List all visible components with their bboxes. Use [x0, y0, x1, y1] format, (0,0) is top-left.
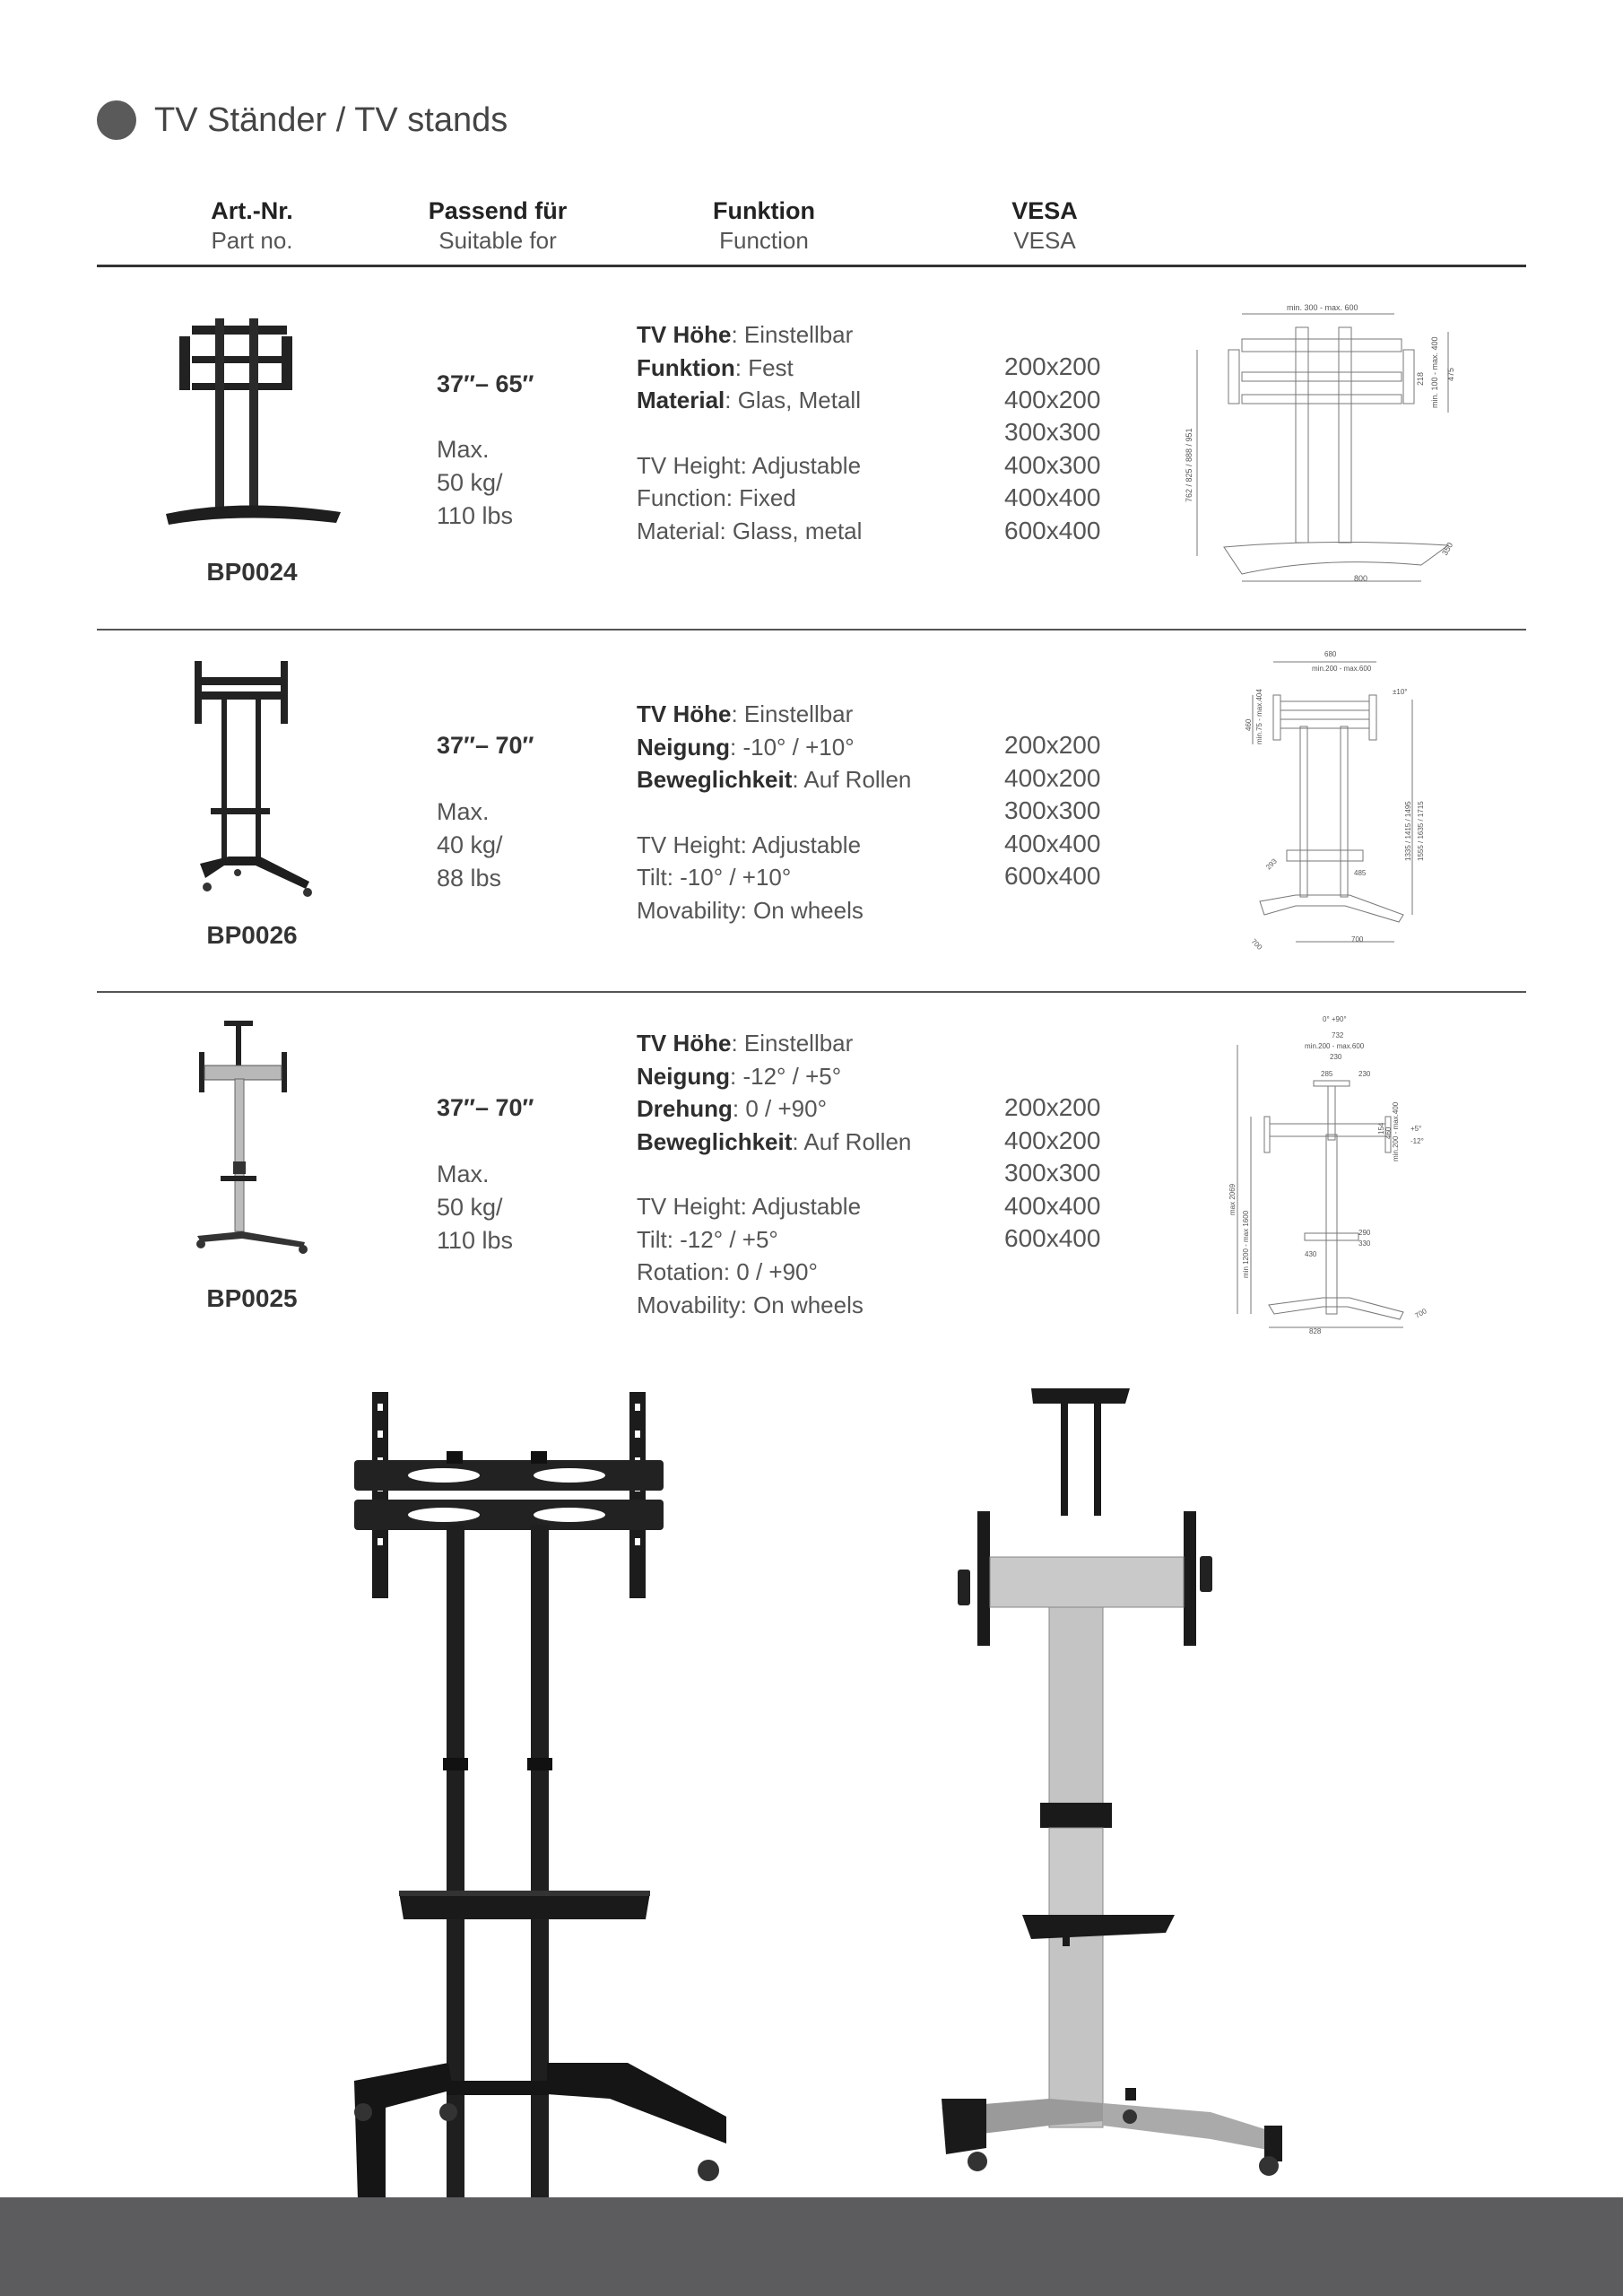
- function-line: TV Höhe: Einstellbar: [637, 321, 854, 348]
- svg-text:min.200 - max.400: min.200 - max.400: [1392, 1101, 1400, 1161]
- svg-text:460: 460: [1245, 718, 1253, 731]
- product-thumbnail-bp0024: [161, 300, 350, 534]
- function-line-en: TV Height: Adjustable: [637, 831, 862, 858]
- function-line: TV Höhe: Einstellbar: [637, 1030, 854, 1057]
- svg-text:230: 230: [1358, 1070, 1371, 1078]
- svg-text:min.75 - max.404: min.75 - max.404: [1255, 689, 1263, 744]
- vesa-value: 600x400: [1004, 862, 1101, 890]
- max-lbs: 88 lbs: [437, 865, 502, 891]
- header-passend-de: Passend für: [428, 197, 568, 224]
- function-line-en: Tilt: -12° / +5°: [637, 1225, 778, 1253]
- product-photo-silver-stand: [924, 1381, 1309, 2188]
- svg-text:+5°: +5°: [1410, 1125, 1422, 1133]
- header-passend: [417, 196, 578, 255]
- function-line: Funktion: Fest: [637, 353, 794, 381]
- svg-text:762 / 825 / 888 / 951: 762 / 825 / 888 / 951: [1185, 428, 1193, 502]
- vesa-value: 400x300: [1004, 450, 1101, 479]
- svg-text:min 1200 - max 1600: min 1200 - max 1600: [1242, 1210, 1250, 1278]
- product-code: BP0025: [206, 1284, 298, 1312]
- header-vesa-de: VESA: [1011, 197, 1078, 224]
- svg-text:350: 350: [1440, 540, 1455, 557]
- svg-text:680: 680: [1324, 650, 1337, 658]
- section-title-row: [97, 100, 508, 140]
- svg-text:min.200 - max.600: min.200 - max.600: [1312, 665, 1372, 673]
- svg-text:0° +90°: 0° +90°: [1323, 1015, 1347, 1023]
- svg-text:154: 154: [1377, 1122, 1385, 1135]
- svg-text:700: 700: [1249, 937, 1264, 952]
- header-vesa-en: VESA: [1013, 227, 1076, 254]
- max-kg: 50 kg/: [437, 469, 503, 496]
- header-art-en: Part no.: [211, 227, 293, 254]
- product-code: BP0026: [206, 921, 298, 949]
- function-line-en: Movability: On wheels: [637, 896, 864, 924]
- svg-text:732: 732: [1332, 1031, 1344, 1039]
- function-line-en: Material: Glass, metal: [637, 517, 863, 544]
- svg-text:218: 218: [1416, 371, 1425, 386]
- max-kg: 50 kg/: [437, 1194, 503, 1221]
- svg-text:700: 700: [1351, 935, 1364, 944]
- vesa-value: 600x400: [1004, 516, 1101, 544]
- function-list: [637, 1027, 911, 1321]
- function-line: TV Höhe: Einstellbar: [637, 700, 854, 727]
- dimension-drawing-bp0025: [1215, 1009, 1457, 1336]
- function-line: Neigung: -10° / +10°: [637, 733, 855, 761]
- max-label: Max.: [437, 798, 490, 825]
- row-divider: [97, 991, 1526, 993]
- product-thumbnail-bp0025: [188, 1016, 314, 1267]
- svg-text:828: 828: [1309, 1327, 1322, 1335]
- header-funktion: [674, 196, 854, 255]
- function-line-en: TV Height: Adjustable: [637, 1193, 862, 1220]
- svg-text:-12°: -12°: [1410, 1137, 1424, 1145]
- max-lbs: 110 lbs: [437, 502, 514, 529]
- function-line: Material: Glas, Metall: [637, 387, 861, 413]
- product-photo-black-stand: [341, 1381, 753, 2242]
- svg-text:max 2069: max 2069: [1228, 1183, 1237, 1215]
- svg-text:430: 430: [1305, 1250, 1317, 1258]
- max-load: [437, 796, 503, 895]
- function-list: [637, 318, 862, 547]
- vesa-value: 600x400: [1004, 1224, 1101, 1252]
- svg-text:485: 485: [1354, 869, 1367, 877]
- max-lbs: 110 lbs: [437, 1227, 514, 1254]
- svg-text:1555 / 1635 / 1715: 1555 / 1635 / 1715: [1417, 801, 1425, 861]
- svg-text:±10°: ±10°: [1393, 688, 1408, 696]
- function-list: [637, 698, 911, 926]
- row-divider: [97, 629, 1526, 631]
- function-line: Drehung: 0 / +90°: [637, 1095, 827, 1122]
- function-line-en: Movability: On wheels: [637, 1291, 864, 1318]
- svg-text:min. 300 - max. 600: min. 300 - max. 600: [1287, 303, 1358, 312]
- function-line: Neigung: -12° / +5°: [637, 1062, 842, 1090]
- vesa-value: 400x400: [1004, 1191, 1101, 1220]
- function-line-en: Function: Fixed: [637, 484, 796, 511]
- vesa-list: [1004, 1091, 1100, 1256]
- vesa-value: 200x200: [1004, 1093, 1101, 1121]
- header-art-nr: [162, 196, 342, 255]
- vesa-value: 200x200: [1004, 352, 1101, 380]
- function-line: Beweglichkeit: Auf Rollen: [637, 766, 912, 793]
- size-range: 37″– 70″: [437, 1094, 534, 1121]
- vesa-value: 400x400: [1004, 829, 1101, 857]
- vesa-value: 300x300: [1004, 418, 1101, 446]
- function-line-en: Rotation: 0 / +90°: [637, 1258, 818, 1285]
- size-range: 37″– 70″: [437, 732, 534, 759]
- dimension-drawing-bp0024: [1185, 296, 1475, 592]
- svg-text:290: 290: [1358, 1229, 1371, 1237]
- product-thumbnail-bp0026: [184, 657, 318, 900]
- vesa-list: [1004, 351, 1100, 547]
- header-funktion-de: Funktion: [713, 197, 815, 224]
- max-kg: 40 kg/: [437, 831, 503, 858]
- svg-text:min.200 - max.600: min.200 - max.600: [1305, 1042, 1365, 1050]
- svg-text:293: 293: [1264, 857, 1279, 872]
- vesa-value: 400x200: [1004, 385, 1101, 413]
- header-passend-en: Suitable for: [438, 227, 557, 254]
- header-funktion-en: Function: [719, 227, 809, 254]
- vesa-value: 400x200: [1004, 763, 1101, 792]
- vesa-list: [1004, 729, 1100, 893]
- product-code: BP0024: [206, 558, 298, 586]
- vesa-value: 400x200: [1004, 1126, 1101, 1154]
- svg-text:700: 700: [1413, 1307, 1428, 1320]
- vesa-value: 300x300: [1004, 796, 1101, 824]
- dimension-drawing-bp0026: [1242, 646, 1439, 969]
- size-range: 37″– 65″: [437, 370, 534, 397]
- function-line-en: TV Height: Adjustable: [637, 451, 862, 479]
- svg-text:460: 460: [1384, 1126, 1393, 1139]
- header-vesa: [977, 196, 1112, 255]
- function-line: Beweglichkeit: Auf Rollen: [637, 1127, 912, 1155]
- footer-bar: [0, 2197, 1623, 2296]
- section-title: TV Ständer / TV stands: [154, 100, 508, 139]
- vesa-value: 300x300: [1004, 1159, 1101, 1187]
- svg-text:475: 475: [1446, 367, 1455, 381]
- max-label: Max.: [437, 436, 490, 463]
- svg-text:min. 100 - max. 400: min. 100 - max. 400: [1430, 336, 1439, 408]
- max-load: [437, 1158, 513, 1257]
- header-art-de: Art.-Nr.: [211, 197, 293, 224]
- max-label: Max.: [437, 1161, 490, 1187]
- bullet-dot: [97, 100, 136, 140]
- svg-text:1335 / 1415 / 1495: 1335 / 1415 / 1495: [1404, 801, 1412, 861]
- svg-text:230: 230: [1330, 1053, 1342, 1061]
- svg-text:330: 330: [1358, 1239, 1371, 1248]
- svg-text:800: 800: [1354, 574, 1368, 583]
- function-line-en: Tilt: -10° / +10°: [637, 864, 792, 891]
- vesa-value: 200x200: [1004, 731, 1101, 759]
- header-rule: [97, 265, 1526, 267]
- svg-text:285: 285: [1321, 1070, 1333, 1078]
- max-load: [437, 433, 513, 533]
- vesa-value: 400x400: [1004, 483, 1101, 511]
